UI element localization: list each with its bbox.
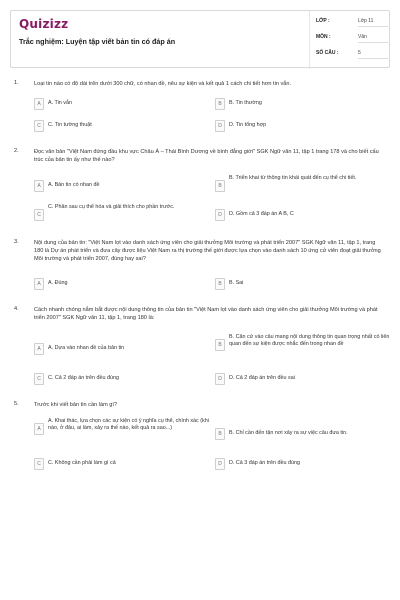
worksheet-header [10, 10, 390, 68]
option-b[interactable] [215, 98, 393, 110]
option-d[interactable] [215, 373, 393, 385]
option-text: B. Sai [229, 280, 244, 286]
option-c[interactable] [34, 120, 212, 132]
option-letter-box: C [34, 209, 44, 221]
subject-value: Văn [358, 31, 388, 43]
option-text: C. Tin tường thuật [48, 122, 92, 128]
option-a[interactable] [34, 180, 212, 192]
question-count-value: 5 [358, 47, 388, 59]
option-letter-box: A [34, 423, 44, 435]
option-text: B. Triển khai từ thông tin khái quát đến cụ thể chi tiết. [229, 175, 357, 181]
option-letter-box: A [34, 343, 44, 355]
question-text: Trước khi viết bản tin cần làm gì? [34, 402, 118, 408]
option-text: D. Cả 2 đáp án trên đều sai [229, 375, 295, 381]
question-number: 2. [14, 148, 19, 154]
option-text: D. Gồm cả 3 đáp án A B, C [229, 211, 294, 217]
option-letter-box: C [34, 458, 44, 470]
option-a[interactable] [34, 418, 212, 446]
question-text: Loại tin nào có độ dài trên dưới 300 chữ, có nhan đề, nêu sự kiện và kết quả 1 cách chi tiết hơn tin vắn. [34, 81, 292, 87]
option-letter-box: B [215, 278, 225, 290]
option-letter-box: C [34, 120, 44, 132]
option-letter-box: A [34, 278, 44, 290]
option-text: A. Khai thác, lựa chọn các sự kiện có ý nghĩa cụ thể, chính xác (khi nào, ở đâu, ai làm, xảy ra thế nào, kết quả ra sao...) [48, 418, 209, 432]
option-a[interactable] [34, 278, 212, 290]
worksheet-title: Trắc nghiệm: Luyện tập viết bản tin có đáp án [19, 37, 176, 46]
option-c[interactable] [34, 458, 212, 470]
option-letter-box: B [215, 428, 225, 440]
option-b[interactable] [215, 428, 393, 440]
option-text: C. Cả 2 đáp án trên đều đúng [48, 375, 120, 381]
question-count-label: SỐ CÂU : [316, 50, 339, 56]
option-b[interactable] [215, 175, 393, 197]
question-number: 1. [14, 80, 19, 86]
option-text: B. Căn cứ vào câu mang nội dung thông tin quan trọng nhất có liên quan đến sự kiện được nhắc đến trong nhan đề [229, 334, 390, 348]
option-text: A. Bản tin có nhan đề [48, 182, 100, 188]
option-letter-box: A [34, 98, 44, 110]
option-d[interactable] [215, 458, 393, 470]
question-text: Cách nhanh chóng nắm bắt được nội dung thông tin của bản tin "Việt Nam lọt vào danh sách ứng viên cho giải thưởng Môi trường và phát triển 2007" SGK Ngữ văn 11, tập 1, trang 180 là: [34, 307, 378, 321]
option-letter-box: D [215, 209, 225, 221]
option-text: D. Cả 3 đáp án trên đều đúng [229, 460, 301, 466]
option-letter-box: C [34, 373, 44, 385]
option-letter-box: B [215, 339, 225, 351]
meta-count-row [310, 47, 392, 61]
option-letter-box: D [215, 373, 225, 385]
option-text: A. Đúng [48, 280, 68, 286]
option-text: C. Phân sau cụ thể hóa và giải thích cho phần trước. [48, 204, 175, 210]
question-number: 3. [14, 239, 19, 245]
option-text: D. Tin tổng hợp [229, 122, 267, 128]
option-text: C. Không cần phải làm gì cả [48, 460, 116, 466]
class-label: LỚP : [316, 18, 330, 24]
question-text: Nội dung của bản tin: "Việt Nam lọt vào danh sách ứng viên cho giải thưởng Môi trường và phát triển 2007" SGK Ngữ văn 11, tập 1, trang 180 là Dự án phát triển và đưa cây được liệu Việt Nam ra thị trường thế giới được lựa chọn vào danh sách 10 ứng cử viên đoạt giải thưởng Môi trường và phát triển 2007, đúng hay sai? [34, 240, 381, 262]
option-letter-box: D [215, 458, 225, 470]
option-b[interactable] [215, 334, 393, 362]
option-text: B. Chỉ cần đến tận nơi xảy ra sự việc câu đưa tin. [229, 430, 348, 436]
option-text: B. Tin thường [229, 100, 262, 106]
subject-label: MÔN : [316, 34, 331, 40]
meta-subject-row [310, 31, 392, 45]
meta-class-row [310, 15, 392, 29]
option-text: A. Dựa vào nhan đề của bản tin [48, 345, 125, 351]
question-text: Đọc văn bản "Việt Nam đứng đầu khu vực Châu Á – Thái Bình Dương về bình đẳng giới" SGK Ngữ văn 11, tập 1 trang 178 và cho biết cấu trúc của bản tin ấy như thế nào? [34, 149, 379, 163]
question-number: 5. [14, 401, 19, 407]
class-value: Lớp 11 [358, 15, 388, 27]
worksheet-meta [309, 11, 391, 69]
option-d[interactable] [215, 209, 393, 221]
option-c[interactable] [34, 204, 212, 226]
option-letter-box: A [34, 180, 44, 192]
option-letter-box: B [215, 98, 225, 110]
question-number: 4. [14, 306, 19, 312]
option-d[interactable] [215, 120, 393, 132]
quizizz-logo: Quizizz [19, 17, 69, 31]
option-a[interactable] [34, 98, 212, 110]
option-text: A. Tin vắn [48, 100, 72, 106]
option-b[interactable] [215, 278, 393, 290]
option-letter-box: B [215, 180, 225, 192]
option-a[interactable] [34, 343, 212, 355]
option-c[interactable] [34, 373, 212, 385]
option-letter-box: D [215, 120, 225, 132]
